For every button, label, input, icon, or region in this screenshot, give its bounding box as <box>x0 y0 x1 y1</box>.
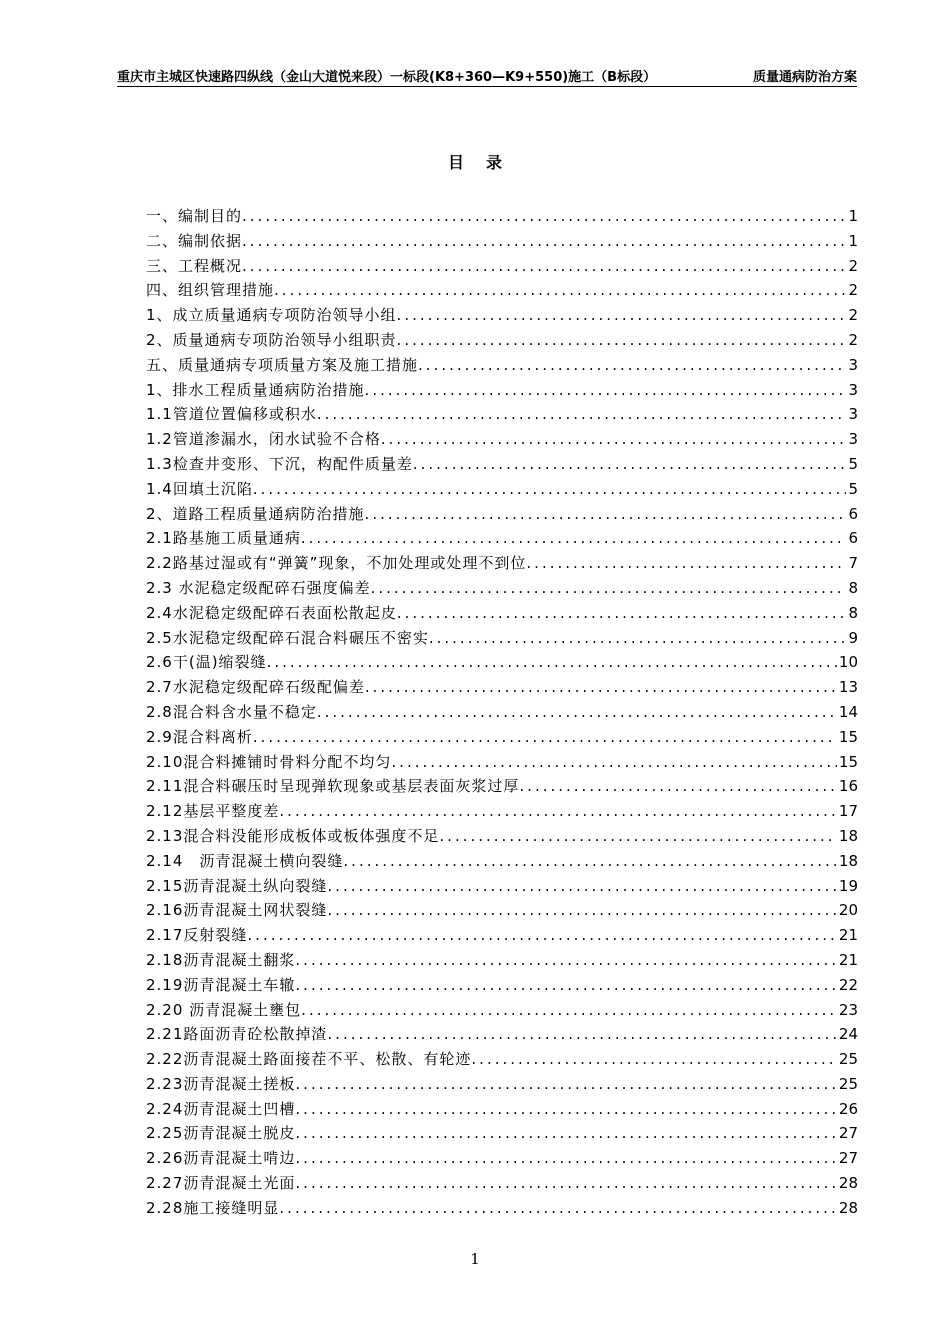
toc-entry[interactable] <box>146 576 858 601</box>
toc-entry-page: 16 <box>838 777 858 796</box>
toc-entry-page: 3 <box>848 405 858 424</box>
toc-leader-dots <box>267 650 837 675</box>
toc-entry-title: 2.17反射裂缝 <box>146 926 248 945</box>
toc-leader-dots <box>365 675 837 700</box>
page-header <box>117 62 857 87</box>
toc-entry-title: 1、排水工程质量通病防治措施 <box>146 380 365 399</box>
toc-leader-dots <box>429 626 847 651</box>
toc-entry-page: 1 <box>848 231 858 250</box>
toc-entry-page: 26 <box>838 1099 858 1118</box>
toc-leader-dots <box>253 477 847 502</box>
toc-entry-page: 17 <box>838 802 858 821</box>
toc-entry-title: 2.19沥青混凝土车辙 <box>146 975 296 994</box>
toc-leader-dots <box>295 1097 837 1122</box>
toc-entry-page: 27 <box>838 1124 858 1143</box>
toc-entry[interactable] <box>146 204 858 229</box>
toc-entry-title: 2.4水泥稳定级配碎石表面松散起皮 <box>146 603 397 622</box>
toc-entry-page: 1 <box>848 207 858 225</box>
toc-entry-page: 20 <box>838 901 858 920</box>
table-of-contents <box>146 204 858 1221</box>
toc-entry[interactable] <box>146 551 858 576</box>
toc-entry[interactable] <box>146 303 858 328</box>
toc-entry[interactable] <box>146 427 858 452</box>
toc-entry[interactable] <box>146 849 858 874</box>
toc-entry-page: 2 <box>848 330 858 349</box>
toc-entry[interactable] <box>146 824 858 849</box>
toc-leader-dots <box>381 427 847 452</box>
toc-leader-dots <box>371 576 847 601</box>
toc-entry-title: 2.14 沥青混凝土横向裂缝 <box>146 851 344 870</box>
toc-leader-dots <box>301 526 847 551</box>
toc-entry[interactable] <box>146 1022 858 1047</box>
toc-entry-page: 25 <box>838 1050 858 1069</box>
toc-leader-dots <box>279 799 837 824</box>
toc-entry-title: 2.6干(温)缩裂缝 <box>146 653 267 672</box>
toc-entry-page: 14 <box>838 702 858 721</box>
toc-entry-title: 2.20 沥青混凝土壅包 <box>146 1000 302 1019</box>
toc-entry[interactable] <box>146 502 858 527</box>
toc-entry-title: 2、道路工程质量通病防治措施 <box>146 504 365 523</box>
toc-entry-title: 2.24沥青混凝土凹槽 <box>146 1099 296 1118</box>
toc-leader-dots <box>295 1171 837 1196</box>
toc-leader-dots <box>397 303 847 328</box>
toc-entry-title: 三、工程概况 <box>146 256 243 275</box>
toc-entry-page: 2 <box>848 256 858 275</box>
toc-entry-page: 2 <box>848 281 858 300</box>
toc-entry[interactable] <box>146 278 858 303</box>
toc-entry-title: 1.1管道位置偏移或积水 <box>146 405 317 424</box>
toc-entry-page: 5 <box>848 479 858 498</box>
toc-entry-page: 8 <box>848 603 858 622</box>
toc-entry[interactable] <box>146 452 858 477</box>
toc-entry[interactable] <box>146 477 858 502</box>
toc-leader-dots <box>471 1047 837 1072</box>
toc-entry[interactable] <box>146 526 858 551</box>
toc-leader-dots <box>327 1022 837 1047</box>
toc-entry-title: 2.25沥青混凝土脱皮 <box>146 1124 296 1143</box>
toc-entry-title: 2.18沥青混凝土翻浆 <box>146 950 296 969</box>
toc-entry[interactable] <box>146 774 858 799</box>
toc-leader-dots <box>418 353 846 378</box>
toc-entry[interactable] <box>146 229 858 254</box>
toc-entry[interactable] <box>146 700 858 725</box>
page-number: 1 <box>470 1250 480 1268</box>
toc-entry[interactable] <box>146 973 858 998</box>
header-project-title: 重庆市主城区快速路四纵线（金山大道悦来段）一标段(K8+360—K9+550)施工（B标段） <box>117 70 657 85</box>
toc-entry-page: 3 <box>848 430 858 449</box>
toc-entry-title: 四、组织管理措施 <box>146 281 275 300</box>
toc-entry[interactable] <box>146 1196 858 1221</box>
toc-entry-title: 二、编制依据 <box>146 231 243 250</box>
toc-entry-title: 2.2路基过湿或有“弹簧”现象，不加处理或处理不到位 <box>146 554 527 573</box>
toc-entry[interactable] <box>146 1171 858 1196</box>
toc-entry[interactable] <box>146 675 858 700</box>
toc-entry-title: 1.2管道渗漏水，闭水试验不合格 <box>146 430 381 449</box>
toc-entry[interactable] <box>146 750 858 775</box>
toc-entry-page: 15 <box>838 727 858 746</box>
toc-entry[interactable] <box>146 898 858 923</box>
toc-entry[interactable] <box>146 998 858 1023</box>
toc-leader-dots <box>317 700 837 725</box>
toc-entry-title: 五、质量通病专项质量方案及施工措施 <box>146 355 419 374</box>
toc-entry-page: 8 <box>848 578 858 597</box>
toc-entry-page: 23 <box>838 1000 858 1019</box>
toc-entry-page: 10 <box>838 653 858 672</box>
toc-leader-dots <box>397 328 847 353</box>
toc-leader-dots <box>295 1072 837 1097</box>
toc-leader-dots <box>253 725 837 750</box>
toc-leader-dots <box>391 750 837 775</box>
toc-entry-page: 25 <box>838 1074 858 1093</box>
toc-entry[interactable] <box>146 626 858 651</box>
toc-entry[interactable] <box>146 948 858 973</box>
toc-entry-title: 2.9混合料离析 <box>146 727 253 746</box>
toc-entry[interactable] <box>146 650 858 675</box>
toc-leader-dots <box>365 378 847 403</box>
toc-entry-title: 2、质量通病专项防治领导小组职责 <box>146 330 397 349</box>
toc-entry-page: 7 <box>848 554 858 573</box>
toc-entry-title: 2.3 水泥稳定级配碎石强度偏差 <box>146 578 371 597</box>
toc-entry[interactable] <box>146 378 858 403</box>
toc-entry[interactable] <box>146 1072 858 1097</box>
toc-entry[interactable] <box>146 601 858 626</box>
toc-entry-title: 2.21路面沥青砼松散掉渣 <box>146 1025 328 1044</box>
toc-entry-title: 一、编制目的 <box>146 207 243 225</box>
toc-entry-page: 28 <box>838 1174 858 1193</box>
toc-entry-page: 3 <box>848 355 858 374</box>
toc-leader-dots <box>247 923 837 948</box>
toc-heading: 目录 <box>447 153 524 172</box>
toc-entry-page: 21 <box>838 950 858 969</box>
toc-entry-title: 2.26沥青混凝土啃边 <box>146 1149 296 1168</box>
toc-leader-dots <box>317 402 847 427</box>
toc-entry-title: 2.11混合料碾压时呈现弹软现象或基层表面灰浆过厚 <box>146 777 520 796</box>
toc-leader-dots <box>327 874 837 899</box>
toc-leader-dots <box>301 998 837 1023</box>
toc-leader-dots <box>295 948 837 973</box>
toc-leader-dots <box>242 254 846 279</box>
toc-entry-title: 2.5水泥稳定级配碎石混合料碾压不密实 <box>146 628 429 647</box>
toc-leader-dots <box>295 1146 837 1171</box>
toc-entry-page: 2 <box>848 306 858 325</box>
toc-entry[interactable] <box>146 799 858 824</box>
toc-entry[interactable] <box>146 254 858 279</box>
toc-leader-dots <box>327 898 837 923</box>
toc-entry-page: 13 <box>838 678 858 697</box>
toc-entry[interactable] <box>146 1121 858 1146</box>
toc-entry-page: 28 <box>838 1198 858 1217</box>
toc-leader-dots <box>413 452 847 477</box>
toc-leader-dots <box>519 774 837 799</box>
toc-entry-title: 2.13混合料没能形成板体或板体强度不足 <box>146 826 440 845</box>
toc-entry-title: 2.22沥青混凝土路面接茬不平、松散、有轮迹 <box>146 1050 472 1069</box>
toc-entry-title: 2.1路基施工质量通病 <box>146 529 301 548</box>
toc-leader-dots <box>526 551 846 576</box>
toc-entry-page: 22 <box>838 975 858 994</box>
toc-entry-page: 15 <box>838 752 858 771</box>
toc-entry-title: 2.28施工接缝明显 <box>146 1198 280 1217</box>
toc-entry[interactable] <box>146 874 858 899</box>
toc-leader-dots <box>242 229 846 254</box>
toc-entry-title: 2.12基层平整度差 <box>146 802 280 821</box>
toc-entry[interactable] <box>146 1047 858 1072</box>
toc-entry-page: 6 <box>848 504 858 523</box>
toc-entry-title: 2.27沥青混凝土光面 <box>146 1174 296 1193</box>
toc-entry[interactable] <box>146 923 858 948</box>
toc-leader-dots <box>242 204 846 229</box>
toc-entry-page: 18 <box>838 826 858 845</box>
toc-leader-dots <box>397 601 847 626</box>
toc-entry-title: 1、成立质量通病专项防治领导小组 <box>146 306 397 325</box>
toc-entry-page: 19 <box>838 876 858 895</box>
toc-leader-dots <box>295 1121 837 1146</box>
toc-entry-page: 18 <box>838 851 858 870</box>
toc-entry[interactable] <box>146 1097 858 1122</box>
toc-entry-page: 21 <box>838 926 858 945</box>
toc-entry-title: 2.8混合料含水量不稳定 <box>146 702 317 721</box>
toc-entry[interactable] <box>146 1146 858 1171</box>
header-document-title: 质量通病防治方案 <box>752 70 857 85</box>
toc-leader-dots <box>365 502 847 527</box>
toc-entry-title: 2.23沥青混凝土搓板 <box>146 1074 296 1093</box>
toc-entry[interactable] <box>146 725 858 750</box>
toc-leader-dots <box>343 849 837 874</box>
toc-entry[interactable] <box>146 328 858 353</box>
toc-entry-title: 1.4回填土沉陷 <box>146 479 253 498</box>
toc-leader-dots <box>295 973 837 998</box>
toc-entry-page: 9 <box>848 628 858 647</box>
toc-entry-title: 2.16沥青混凝土网状裂缝 <box>146 901 328 920</box>
toc-entry-title: 2.10混合料摊铺时骨料分配不均匀 <box>146 752 392 771</box>
toc-entry-page: 5 <box>848 454 858 473</box>
toc-entry-page: 27 <box>838 1149 858 1168</box>
toc-entry-page: 6 <box>848 529 858 548</box>
toc-entry-page: 3 <box>848 380 858 399</box>
toc-entry[interactable] <box>146 353 858 378</box>
toc-entry-title: 2.15沥青混凝土纵向裂缝 <box>146 876 328 895</box>
toc-leader-dots <box>279 1196 837 1221</box>
toc-entry-title: 1.3检查井变形、下沉，构配件质量差 <box>146 454 413 473</box>
toc-entry[interactable] <box>146 402 858 427</box>
toc-leader-dots <box>274 278 846 303</box>
toc-leader-dots <box>439 824 837 849</box>
toc-entry-page: 24 <box>838 1025 858 1044</box>
toc-entry-title: 2.7水泥稳定级配碎石级配偏差 <box>146 678 365 697</box>
